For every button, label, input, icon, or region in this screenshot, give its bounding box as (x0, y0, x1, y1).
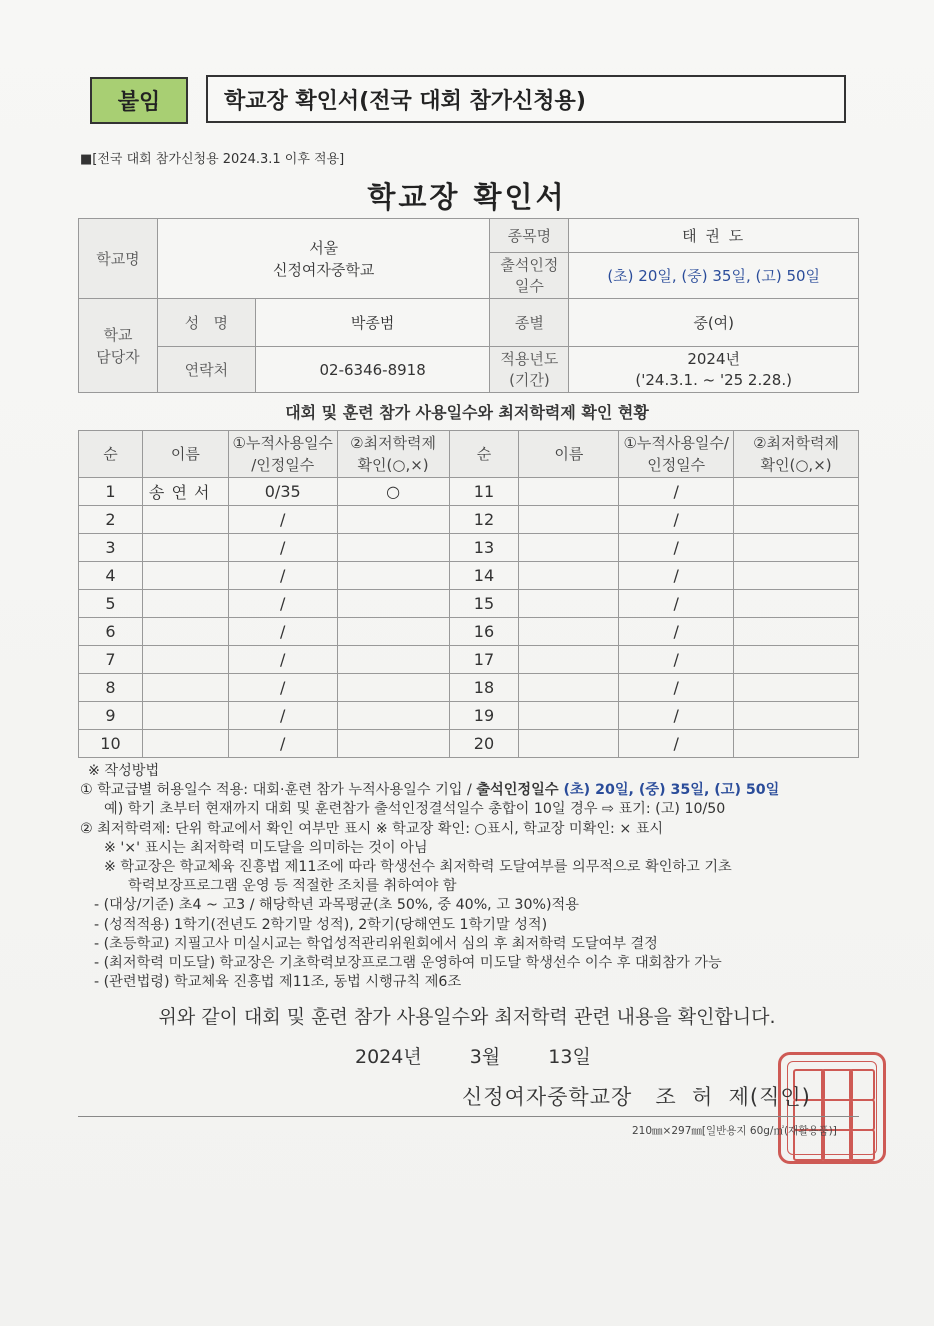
row-name: 송 연 서 (142, 478, 228, 506)
attachment-title: 학교장 확인서(전국 대회 참가신청용) (206, 75, 846, 123)
row-no: 2 (79, 506, 143, 534)
row-name (519, 674, 619, 702)
row-name (142, 590, 228, 618)
paper-spec-note: 210㎜×297㎜[일반용지 60g/㎡(재활용품)] (632, 1125, 837, 1137)
row-no: 20 (449, 730, 519, 758)
col-days-a (228, 431, 337, 478)
year-label (490, 347, 569, 393)
row-min-check (337, 562, 449, 590)
principal-signature-line: 신정여자중학교장 조 허 제(직인) (462, 1085, 811, 1109)
row-min-check (734, 506, 859, 534)
row-days: / (228, 618, 337, 646)
row-days: / (619, 674, 734, 702)
manager-name-value: 박종범 (255, 299, 490, 347)
guide-item-1-values: (초) 20일, (중) 35일, (고) 50일 (558, 782, 780, 799)
row-days: / (228, 730, 337, 758)
col-name-b: 이름 (519, 431, 619, 478)
col-name-a: 이름 (142, 431, 228, 478)
row-no: 14 (449, 562, 519, 590)
row-min-check (734, 674, 859, 702)
row-days: / (619, 702, 734, 730)
year-value-line2: ('24.3.1. ~ '25 2.28.) (635, 370, 792, 389)
row-name (142, 674, 228, 702)
row-name (142, 646, 228, 674)
manager-name-label: 성 명 (157, 299, 255, 347)
row-min-check: ○ (337, 478, 449, 506)
school-info-table (78, 218, 859, 393)
footer-divider (78, 1116, 859, 1117)
status-table-row (79, 534, 859, 562)
col-days-b-line1: ①누적사용일수/ (623, 434, 729, 452)
row-min-check (734, 646, 859, 674)
guide-bullet-4: - (최저학력 미도달) 학교장은 기초학력보장프로그램 운영하여 미도달 학생선수 이수 후 대회참가 가능 (94, 955, 722, 972)
row-days: / (228, 590, 337, 618)
row-days: / (228, 646, 337, 674)
seal-glyph-cell (849, 1069, 875, 1101)
row-min-check (337, 674, 449, 702)
row-min-check (337, 730, 449, 758)
col-days-a-line2: /인정일수 (251, 456, 315, 474)
guide-item-1-bold: 출석인정일수 (476, 782, 559, 799)
row-no: 5 (79, 590, 143, 618)
row-days: / (619, 478, 734, 506)
row-min-check (337, 618, 449, 646)
row-no: 19 (449, 702, 519, 730)
row-no: 12 (449, 506, 519, 534)
year-value-line1: 2024년 (687, 349, 741, 368)
guide-note-2b: 학력보장프로그램 운영 등 적절한 조치를 취하여야 함 (128, 878, 457, 895)
row-days: / (228, 674, 337, 702)
col-min-b (734, 431, 859, 478)
attachment-label: 붙임 (90, 77, 188, 124)
row-min-check (337, 534, 449, 562)
row-min-check (734, 702, 859, 730)
col-days-b-line2: 인정일수 (647, 456, 706, 474)
row-name (142, 730, 228, 758)
school-region: 서울 (309, 238, 339, 257)
document-title: 학교장 확인서 (367, 180, 567, 214)
row-name (519, 478, 619, 506)
row-days: / (619, 730, 734, 758)
guide-item-1 (80, 781, 870, 800)
row-no: 15 (449, 590, 519, 618)
row-days: / (228, 506, 337, 534)
year-label-line1: 적용년도 (500, 349, 559, 368)
row-name (519, 646, 619, 674)
status-table-header (79, 431, 859, 478)
row-name (142, 562, 228, 590)
attendance-label-line2: 일수 (514, 276, 544, 295)
row-min-check (734, 730, 859, 758)
status-table-row (79, 618, 859, 646)
status-table-row (79, 674, 859, 702)
row-days: / (619, 534, 734, 562)
status-table-row (79, 590, 859, 618)
manager-label-line1: 학교 (103, 325, 133, 344)
row-min-check (734, 478, 859, 506)
col-min-b-line1: ②최저학력제 (753, 434, 839, 452)
status-section-title: 대회 및 훈련 참가 사용일수와 최저학력제 확인 현황 (285, 403, 649, 422)
row-name (142, 506, 228, 534)
seal-glyph-cell (849, 1099, 875, 1131)
row-min-check (734, 618, 859, 646)
row-name (142, 702, 228, 730)
col-min-a-line1: ②최저학력제 (350, 434, 437, 452)
row-name (142, 618, 228, 646)
guide-note-1: ※ '×' 표시는 최저학력 미도달을 의미하는 것이 아님 (104, 839, 428, 856)
row-no: 3 (79, 534, 143, 562)
status-table-row (79, 478, 859, 506)
guide-item-2: ② 최저학력제: 단위 학교에서 확인 여부만 표시 ※ 학교장 확인: ○표시, 학교장 미확인: × 표시 (80, 820, 664, 837)
guide-item-1-example: 예) 학기 초부터 현재까지 대회 및 훈련참가 출석인정결석일수 총합이 10일 경우 ⇨ 표기: (고) 10/50 (104, 801, 726, 818)
manager-label-line2: 담당자 (96, 347, 140, 366)
guide-bullet-3: - (초등학교) 지필고사 미실시교는 학업성적관리위원회에서 심의 후 최저학력 도달여부 결정 (94, 935, 658, 952)
row-min-check (734, 562, 859, 590)
row-no: 6 (79, 618, 143, 646)
guide-heading: ※ 작성방법 (88, 763, 160, 779)
row-min-check (337, 702, 449, 730)
row-no: 16 (449, 618, 519, 646)
row-min-check (337, 646, 449, 674)
row-days: 0/35 (228, 478, 337, 506)
row-no: 9 (79, 702, 143, 730)
status-table-row (79, 506, 859, 534)
sport-value: 태 권 도 (569, 219, 859, 253)
contact-label: 연락처 (157, 347, 255, 393)
row-days: / (619, 646, 734, 674)
row-no: 13 (449, 534, 519, 562)
signing-date: 2024년 3월 13일 (355, 1046, 591, 1068)
row-min-check (337, 590, 449, 618)
row-no: 17 (449, 646, 519, 674)
row-no: 18 (449, 674, 519, 702)
row-days: / (228, 562, 337, 590)
row-no: 7 (79, 646, 143, 674)
row-days: / (619, 590, 734, 618)
seal-glyph-cell (849, 1129, 875, 1161)
row-name (519, 702, 619, 730)
status-table (78, 430, 859, 758)
contact-value: 02-6346-8918 (255, 347, 490, 393)
status-table-row (79, 702, 859, 730)
row-days: / (228, 702, 337, 730)
row-no: 10 (79, 730, 143, 758)
school-name-label: 학교명 (79, 219, 158, 299)
col-no-b: 순 (449, 431, 519, 478)
row-days: / (619, 618, 734, 646)
row-days: / (619, 562, 734, 590)
attendance-value: (초) 20일, (중) 35일, (고) 50일 (569, 253, 859, 299)
row-name (519, 562, 619, 590)
row-name (519, 590, 619, 618)
row-no: 8 (79, 674, 143, 702)
school-name-cell (157, 219, 490, 299)
status-table-row (79, 646, 859, 674)
year-value (569, 347, 859, 393)
row-name (519, 730, 619, 758)
status-table-row (79, 730, 859, 758)
school-name: 신정여자중학교 (272, 260, 375, 279)
sport-label: 종목명 (490, 219, 569, 253)
row-name (519, 534, 619, 562)
col-days-b (619, 431, 734, 478)
row-no: 4 (79, 562, 143, 590)
row-name (519, 618, 619, 646)
row-min-check (734, 590, 859, 618)
row-no: 11 (449, 478, 519, 506)
attendance-label-line1: 출석인정 (500, 255, 559, 274)
col-min-b-line2: 확인(○,×) (760, 456, 832, 474)
status-table-row (79, 562, 859, 590)
col-no-a: 순 (79, 431, 143, 478)
confirmation-statement: 위와 같이 대회 및 훈련 참가 사용일수와 최저학력 관련 내용을 확인합니다. (158, 1006, 776, 1028)
applicability-notice: ■[전국 대회 참가신청용 2024.3.1 이후 적용] (80, 152, 345, 167)
attendance-label (490, 253, 569, 299)
col-days-a-line1: ①누적사용일수 (232, 434, 333, 452)
guide-bullet-2: - (성적적용) 1학기(전년도 2학기말 성적), 2학기(당해연도 1학기말 성적) (94, 916, 548, 933)
category-value: 중(여) (569, 299, 859, 347)
row-days: / (619, 506, 734, 534)
row-days: / (228, 534, 337, 562)
col-min-a-line2: 확인(○,×) (357, 456, 429, 474)
guide-bullet-1: - (대상/기준) 초4 ~ 고3 / 해당학년 과목평균(초 50%, 중 40%, 고 30%)적용 (94, 897, 579, 914)
row-no: 1 (79, 478, 143, 506)
category-label: 종별 (490, 299, 569, 347)
row-min-check (337, 506, 449, 534)
writing-guide (80, 762, 870, 992)
guide-note-2a: ※ 학교장은 학교체육 진흥법 제11조에 따라 학생선수 최저학력 도달여부를 의무적으로 확인하고 기초 (104, 859, 732, 876)
row-name (519, 506, 619, 534)
col-min-a (337, 431, 449, 478)
manager-label (79, 299, 158, 393)
year-label-line2: (기간) (509, 370, 550, 389)
row-min-check (734, 534, 859, 562)
row-name (142, 534, 228, 562)
guide-item-1-text: ① 학교급별 허용일수 적용: 대회·훈련 참가 누적사용일수 기입 / (80, 782, 477, 799)
guide-bullet-5: - (관련법령) 학교체육 진흥법 제11조, 동법 시행규칙 제6조 (94, 974, 462, 991)
